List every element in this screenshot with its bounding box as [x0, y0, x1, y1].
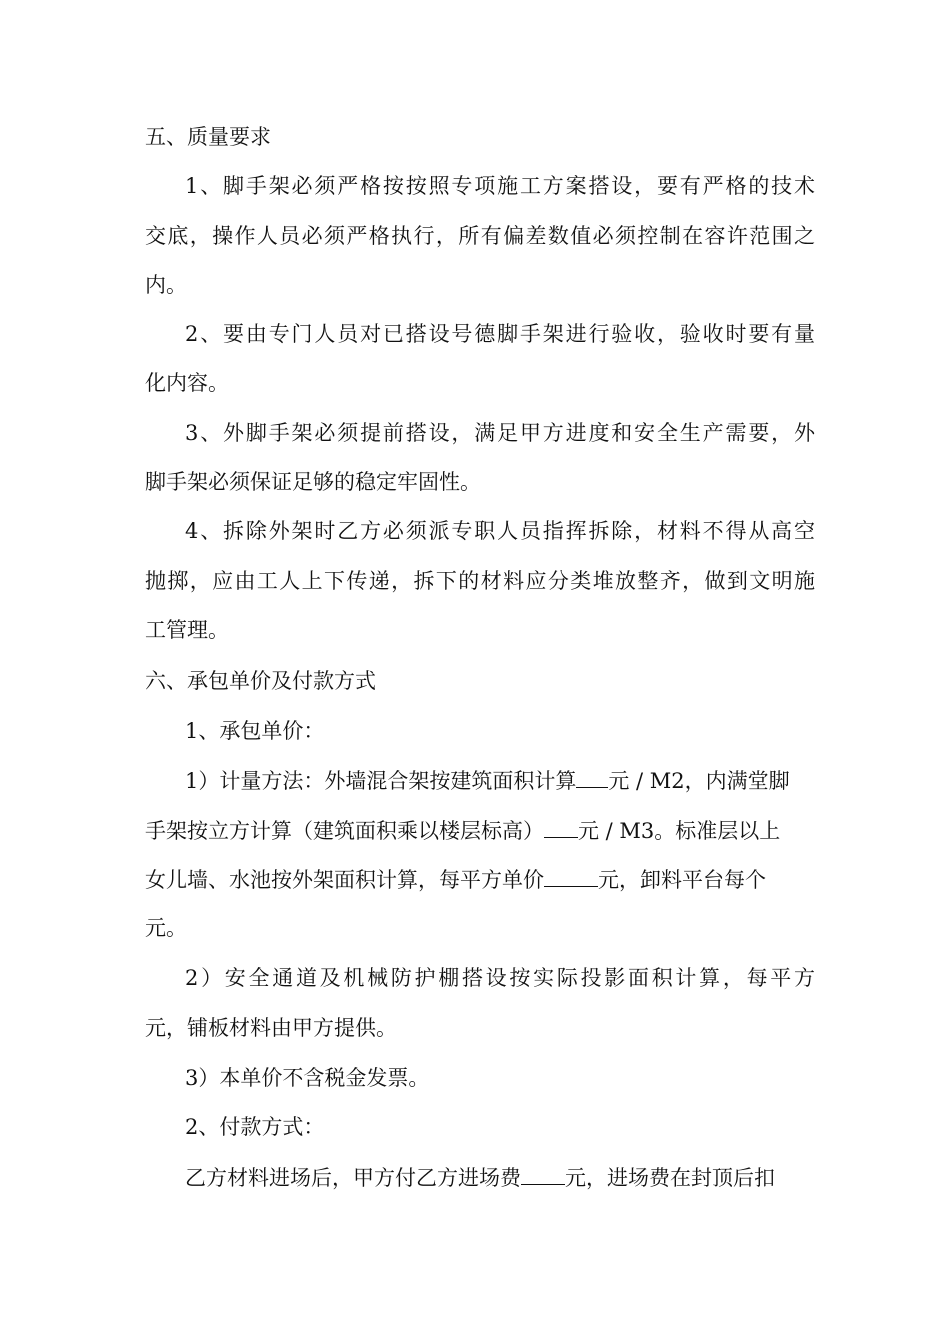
- payment-text: 乙方材料进场后，甲方付乙方进场费: [185, 1166, 521, 1190]
- unit-price-title: 1、承包单价：: [185, 719, 325, 743]
- blank-fee-field: [521, 1162, 565, 1185]
- section-5-item-3-line-2: 脚手架必须保证足够的稳定牢固性。: [145, 470, 481, 494]
- safety-passage-line-1: 2）安全通道及机械防护棚搭设按实际投影面积计算，每平方: [185, 966, 815, 990]
- measurement-method-line-4: 元。: [145, 916, 187, 940]
- measurement-method-line-2: [145, 815, 815, 845]
- section-5-item-3-line-1: 3、外脚手架必须提前搭设，满足甲方进度和安全生产需要，外: [185, 421, 815, 445]
- measurement-method-line-1: [185, 765, 815, 795]
- payment-text: 元，进场费在封顶后扣: [565, 1166, 775, 1190]
- section-5-heading: 五、质量要求: [145, 125, 271, 149]
- measurement-text: 手架按立方计算（建筑面积乘以楼层标高）: [145, 819, 544, 843]
- measurement-text: 元 / M2，内满堂脚: [608, 769, 790, 793]
- blank-price-field: [576, 765, 608, 788]
- section-5-item-4-line-2: 抛掷，应由工人上下传递，拆下的材料应分类堆放整齐，做到文明施: [145, 569, 815, 593]
- section-6-heading: 六、承包单价及付款方式: [145, 669, 376, 693]
- tax-note: 3）本单价不含税金发票。: [185, 1066, 430, 1090]
- measurement-text: 元，卸料平台每个: [598, 868, 766, 892]
- section-5-item-4-line-1: 4、拆除外架时乙方必须派专职人员指挥拆除，材料不得从高空: [185, 519, 815, 543]
- section-5-item-1-line-1: 1、脚手架必须严格按按照专项施工方案搭设，要有严格的技术: [185, 174, 815, 198]
- section-5-item-2-line-2: 化内容。: [145, 371, 229, 395]
- measurement-text: 元 / M3。标准层以上: [578, 819, 781, 843]
- measurement-text: 女儿墙、水池按外架面积计算，每平方单价: [145, 868, 544, 892]
- measurement-text: 1）计量方法：外墙混合架按建筑面积计算: [185, 769, 577, 793]
- section-5-item-4-line-3: 工管理。: [145, 618, 229, 642]
- safety-passage-line-2: 元，铺板材料由甲方提供。: [145, 1016, 397, 1040]
- blank-price-field: [544, 864, 598, 887]
- measurement-method-line-3: [145, 864, 815, 894]
- payment-method-line-1: [185, 1162, 815, 1192]
- blank-price-field: [544, 815, 578, 838]
- section-5-item-2-line-1: 2、要由专门人员对已搭设号德脚手架进行验收，验收时要有量: [185, 322, 815, 346]
- payment-method-title: 2、付款方式：: [185, 1115, 325, 1139]
- section-5-item-1-line-2: 交底，操作人员必须严格执行，所有偏差数值必须控制在容许范围之: [145, 224, 815, 248]
- section-5-item-1-line-3: 内。: [145, 273, 187, 297]
